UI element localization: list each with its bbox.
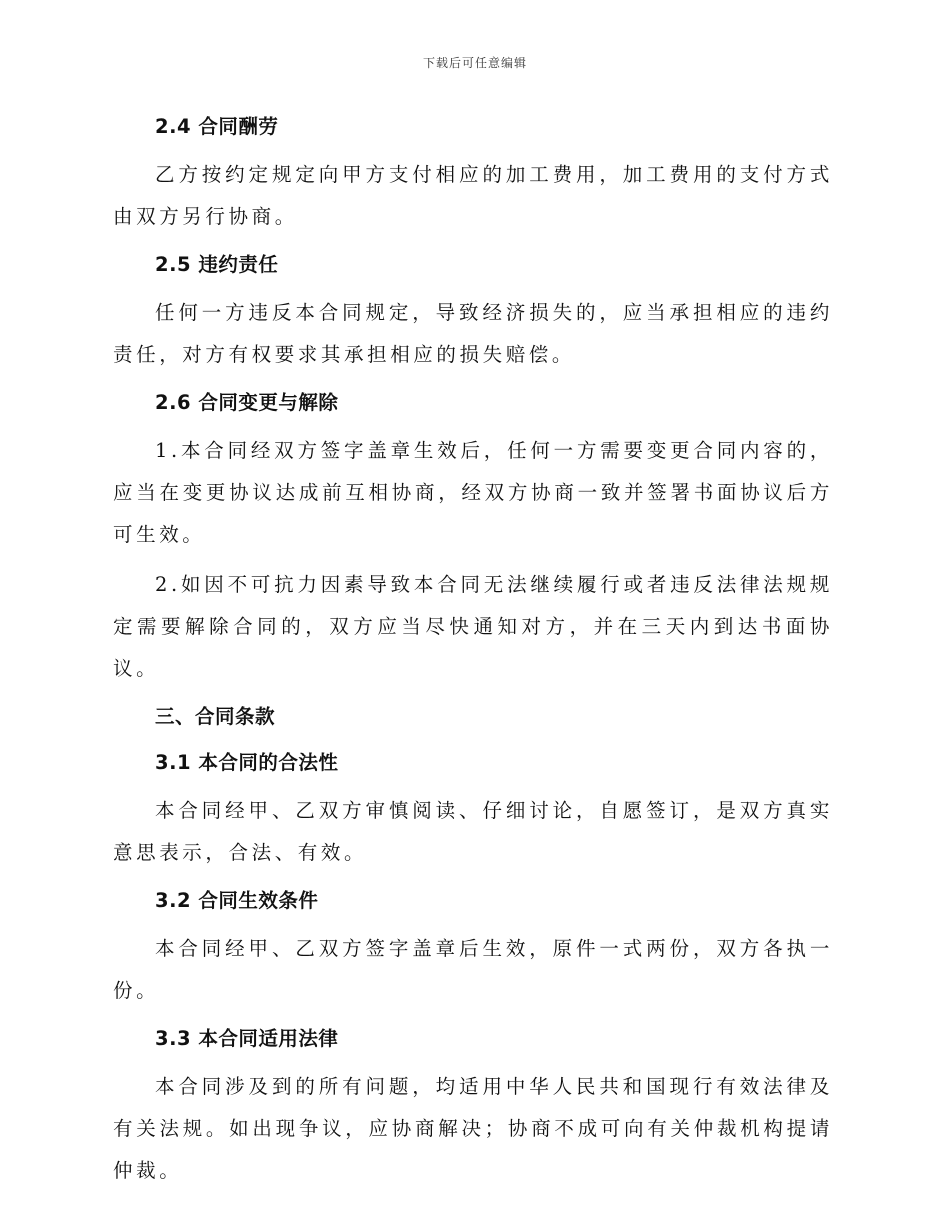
paragraph-3-1: 本合同经甲、乙双方审慎阅读、仔细讨论，自愿签订，是双方真实意思表示，合法、有效。 [113, 799, 833, 864]
section-heading-2-4: 2.4 合同酬劳 [155, 115, 279, 138]
section-heading-2-5: 2.5 违约责任 [155, 253, 279, 276]
paragraph-3-3: 本合同涉及到的所有问题，均适用中华人民共和国现行有效法律及有关法规。如出现争议，应协商解决；协商不成可向有关仲裁机构提请仲裁。 [113, 1075, 833, 1182]
section-heading-3-2: 3.2 合同生效条件 [155, 889, 319, 912]
paragraph-3-2: 本合同经甲、乙双方签字盖章后生效，原件一式两份，双方各执一份。 [113, 937, 833, 1002]
paragraph-2-6-item-2: 2.如因不可抗力因素导致本合同无法继续履行或者违反法律法规规定需要解除合同的，双方应当尽快通知对方，并在三天内到达书面协议。 [113, 573, 833, 680]
header-note: 下载后可任意编辑 [422, 56, 527, 70]
paragraph-2-4: 乙方按约定规定向甲方支付相应的加工费用，加工费用的支付方式由双方另行协商。 [113, 163, 833, 228]
document-body [113, 108, 833, 1200]
chapter-heading-3: 三、合同条款 [155, 705, 276, 728]
paragraph-2-6-item-1: 1.本合同经双方签字盖章生效后，任何一方需要变更合同内容的，应当在变更协议达成前互相协商，经双方协商一致并签署书面协议后方可生效。 [113, 439, 833, 546]
section-heading-2-6: 2.6 合同变更与解除 [155, 391, 339, 414]
section-heading-3-1: 3.1 本合同的合法性 [155, 751, 339, 774]
section-heading-3-3: 3.3 本合同适用法律 [155, 1027, 339, 1050]
paragraph-2-5: 任何一方违反本合同规定，导致经济损失的，应当承担相应的违约责任，对方有权要求其承担相应的损失赔偿。 [113, 301, 833, 366]
